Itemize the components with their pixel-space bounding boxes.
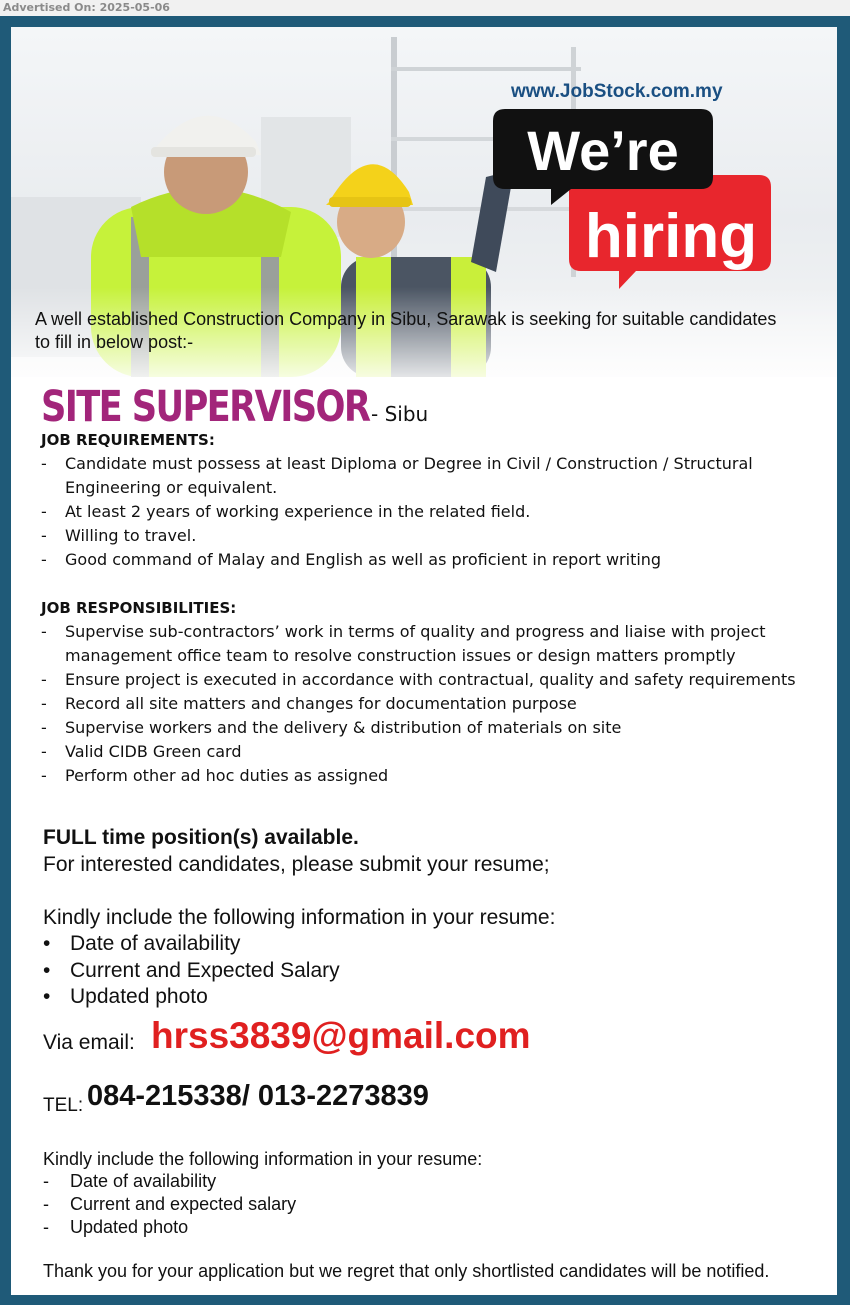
include-item: • Date of availability <box>43 931 340 958</box>
responsibility-item: - Ensure project is executed in accordance with contractual, quality and safety requirements <box>41 668 821 692</box>
responsibilities-section <box>41 599 821 788</box>
submit-text: For interested candidates, please submit your resume; <box>43 853 550 876</box>
include-list <box>43 931 340 1011</box>
include-item-2: - Date of availability <box>43 1170 296 1193</box>
include-item-2: - Updated photo <box>43 1216 296 1239</box>
bubble-line1: We’re <box>527 119 679 182</box>
hero-banner <box>11 27 837 377</box>
job-ad-card <box>11 27 837 1295</box>
include-list-2 <box>43 1170 296 1239</box>
requirement-item: - Candidate must possess at least Diploma or Degree in Civil / Construction / Structural Engineering or equivalent. <box>41 452 821 500</box>
include-heading: Kindly include the following information in your resume: <box>43 906 556 929</box>
requirement-item: - Good command of Malay and English as well as proficient in report writing <box>41 548 821 572</box>
advertised-date: Advertised On: 2025-05-06 <box>3 1 170 14</box>
tel-label: TEL: <box>43 1095 84 1116</box>
via-email-label: Via email: <box>43 1031 135 1054</box>
responsibility-item: - Perform other ad hoc duties as assigned <box>41 764 821 788</box>
job-location: - Sibu <box>371 402 429 426</box>
requirement-item: - Willing to travel. <box>41 524 821 548</box>
ad-frame <box>0 16 850 1305</box>
site-url: www.JobStock.com.my <box>511 81 723 102</box>
responsibility-item: - Supervise workers and the delivery & distribution of materials on site <box>41 716 821 740</box>
include-heading-2: Kindly include the following information in your resume: <box>43 1149 483 1169</box>
tel-number[interactable]: 084-215338/ 013-2273839 <box>87 1080 429 1112</box>
job-title: SITE SUPERVISOR <box>41 382 370 432</box>
contact-email[interactable]: hrss3839@gmail.com <box>151 1015 531 1056</box>
include-item: • Updated photo <box>43 984 340 1011</box>
advertised-bar <box>0 0 850 16</box>
bubble-line2: hiring <box>584 202 758 271</box>
responsibility-item: - Valid CIDB Green card <box>41 740 821 764</box>
requirements-heading: JOB REQUIREMENTS: <box>41 431 215 449</box>
footer-note: Thank you for your application but we regret that only shortlisted candidates will be notified. <box>43 1261 770 1281</box>
include-item: • Current and Expected Salary <box>43 958 340 985</box>
responsibility-item: - Record all site matters and changes for documentation purpose <box>41 692 821 716</box>
requirement-item: - At least 2 years of working experience in the related field. <box>41 500 821 524</box>
requirements-section <box>41 431 821 572</box>
responsibilities-heading: JOB RESPONSIBILITIES: <box>41 599 237 617</box>
include-item-2: - Current and expected salary <box>43 1193 296 1216</box>
fulltime-text: FULL time position(s) available. <box>43 826 359 849</box>
intro-text: A well established Construction Company in Sibu, Sarawak is seeking for suitable candidates to fill in below post:- <box>35 309 777 352</box>
responsibility-item: - Supervise sub-contractors’ work in terms of quality and progress and liaise with project management office team to resolve construction issues or design matters promptly <box>41 620 821 668</box>
